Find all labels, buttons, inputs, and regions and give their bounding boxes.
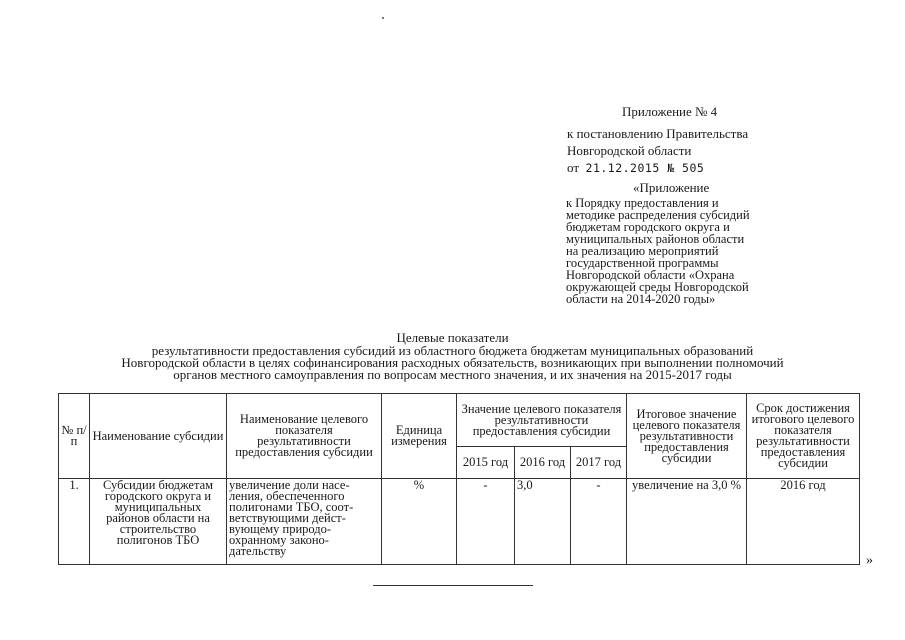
header-indicator: Наименование целевого показателя результативности предоставления субсидии — [227, 394, 382, 479]
appendix-date — [567, 159, 704, 177]
cell-deadline: 2016 год — [747, 479, 860, 565]
appendix-line: к постановлению Правительства — [567, 126, 749, 141]
quote-line: области на 2014-2020 годы» — [566, 292, 716, 306]
quote-line: к Порядку предоставления и — [566, 196, 719, 210]
cell-num: 1. — [59, 479, 90, 565]
subheading-line: органов местного самоуправления по вопросам местного значения, и их значения на 2015-2017 годы — [173, 367, 732, 382]
quote-line: на реализацию мероприятий — [566, 244, 719, 258]
page-heading: Целевые показатели — [396, 330, 509, 345]
closing-quote: » — [866, 553, 873, 568]
header-value-group: Значение целевого показателя результативности предоставления субсидии — [457, 394, 627, 447]
scan-dot — [382, 17, 384, 19]
header-num: № п/п — [59, 394, 90, 479]
date-prefix: от — [567, 160, 580, 175]
page-subheading — [40, 345, 865, 381]
appendix-title: Приложение № 4 — [622, 104, 718, 119]
quote-line: государственной программы — [566, 256, 719, 270]
quote-line: окружающей среды Новгородской — [566, 280, 749, 294]
cell-total: увеличение на 3,0 % — [627, 479, 747, 565]
quote-line: Новгородской области «Охрана — [566, 268, 735, 282]
date-value: 21.12.2015 № 505 — [585, 161, 705, 175]
indicators-table — [58, 393, 860, 565]
quote-title: «Приложение — [633, 180, 710, 195]
header-year-2017: 2017 год — [571, 447, 627, 479]
header-year-2016: 2016 год — [515, 447, 571, 479]
cell-indicator: увеличение доли населения, обеспеченного полигонами ТБО, соответствующими действующему природоохранному законодательству — [227, 479, 382, 565]
header-deadline: Срок достижения итогового целевого показателя результативности предоставления субсидии — [747, 394, 860, 479]
cell-subsidy: Субсидии бюджетам городского округа и муниципальных районов области на строительство полигонов ТБО — [90, 479, 227, 565]
quote-block — [566, 197, 796, 305]
cell-2017: - — [571, 479, 627, 565]
subheading-line: Новгородской области в целях софинансирования расходных обязательств, возникающих при выполнении полномочий — [121, 355, 784, 370]
cell-unit: % — [382, 479, 457, 565]
header-total: Итоговое значение целевого показателя результативности предоставления субсидии — [627, 394, 747, 479]
subheading-line: результативности предоставления субсидий из областного бюджета бюджетам муниципальных образований — [151, 343, 754, 358]
cell-2016: 3,0 — [515, 479, 571, 565]
header-subsidy: Наименование субсидии — [90, 394, 227, 479]
quote-line: муниципальных районов области — [566, 232, 745, 246]
header-year-2015: 2015 год — [457, 447, 515, 479]
appendix-line: Новгородской области — [567, 143, 692, 158]
cell-2015: - — [457, 479, 515, 565]
quote-line: методике распределения субсидий — [566, 208, 750, 222]
header-unit: Единица измерения — [382, 394, 457, 479]
separator-line — [373, 585, 533, 586]
table-row — [59, 479, 860, 565]
quote-line: бюджетам городского округа и — [566, 220, 730, 234]
